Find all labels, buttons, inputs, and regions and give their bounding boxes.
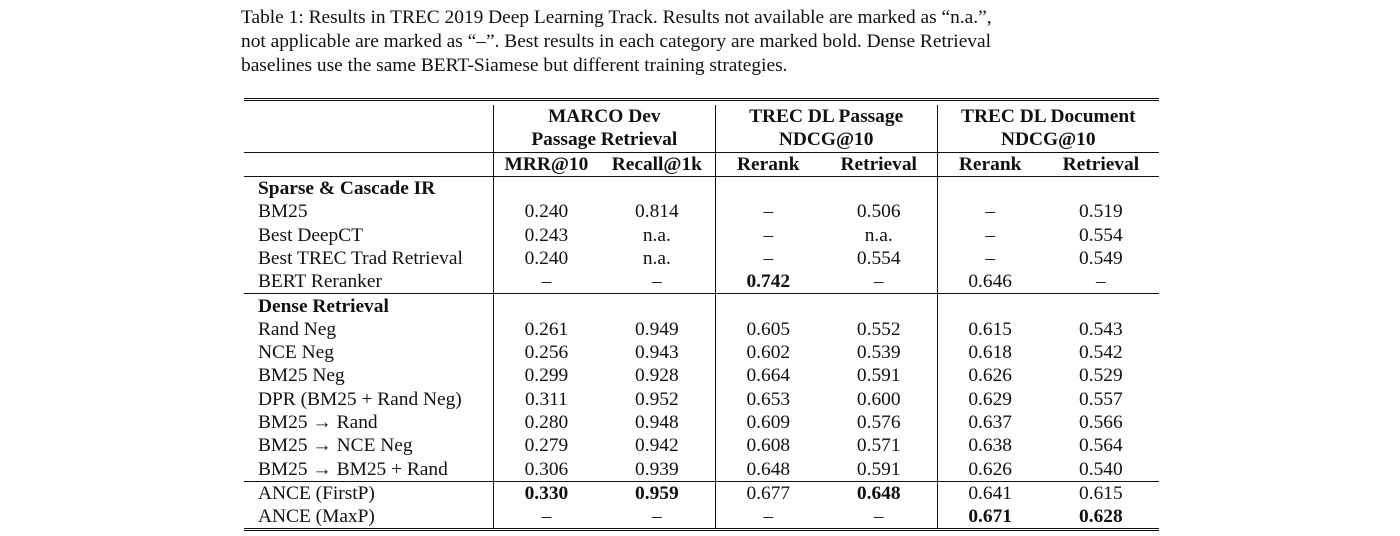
table-cell: 0.240 [493, 247, 599, 270]
table-cell: 0.677 [715, 481, 821, 505]
column-header: Retrieval [1043, 152, 1159, 176]
table-cell: 0.549 [1079, 247, 1123, 269]
group-subheader-trec-document: NDCG@10 [937, 128, 1159, 152]
table-cell: 0.543 [1079, 318, 1123, 340]
caption-line-2: not applicable are marked as “–”. Best results in each category are marked bold. Dense Retrieval [241, 31, 991, 52]
row-label: Best TREC Trad Retrieval [258, 247, 463, 269]
section-header-row [244, 294, 1159, 318]
table-cell: 0.506 [856, 201, 901, 223]
table-cell: 0.539 [856, 342, 901, 364]
table-cell: 0.605 [715, 318, 821, 341]
table-cell: – [821, 505, 937, 530]
table-cell: n.a. [642, 224, 671, 246]
table-cell: 0.330 [493, 481, 599, 505]
row-label: ANCE (FirstP) [258, 482, 375, 504]
table-cell: 0.629 [937, 388, 1043, 411]
table-row [244, 200, 1159, 223]
row-label: BM25 → NCE Neg [258, 435, 413, 457]
table-cell: 0.564 [1079, 435, 1123, 457]
empty-cell [937, 176, 1043, 200]
table-cell: 0.279 [493, 434, 599, 457]
table-cell: 0.618 [937, 341, 1043, 364]
column-header: Rerank [715, 152, 821, 176]
row-label: Rand Neg [258, 318, 337, 340]
table-cell: – [493, 505, 599, 530]
table-cell: 0.519 [1079, 201, 1123, 223]
table-row [244, 318, 1159, 341]
table-cell: – [715, 200, 821, 223]
table-cell: 0.948 [635, 412, 679, 433]
empty-cell [821, 294, 937, 318]
row-label: BM25 → BM25 + Rand [244, 457, 493, 481]
table-cell: 0.653 [715, 388, 821, 411]
table-cell: 0.638 [937, 434, 1043, 457]
column-header: Rerank [937, 152, 1043, 176]
row-label: Best DeepCT [258, 224, 364, 246]
group-header-trec-document: TREC DL Document [937, 105, 1159, 128]
column-header: MRR@10 [493, 152, 599, 176]
table-cell: 0.591 [821, 457, 937, 481]
table-row [244, 270, 1159, 294]
table-cell: 0.615 [937, 318, 1043, 341]
table-cell: 0.240 [493, 200, 599, 223]
table-cell: 0.615 [1079, 482, 1123, 504]
table-cell: – [937, 247, 1043, 270]
table-cell: 0.637 [937, 411, 1043, 434]
table-cell: 0.608 [715, 434, 821, 457]
empty-cell [493, 176, 599, 200]
caption-line-3: baselines use the same BERT-Siamese but different training strategies. [241, 55, 788, 76]
group-subheader-marco: Passage Retrieval [493, 128, 715, 152]
section-title: Sparse & Cascade IR [258, 178, 436, 200]
table-row [244, 434, 1159, 457]
table-cell: 0.648 [715, 457, 821, 481]
table-cell: 0.626 [937, 364, 1043, 387]
table-row [244, 481, 1159, 505]
table-cell: 0.600 [856, 388, 901, 410]
empty-cell [937, 294, 1043, 318]
table-cell: 0.628 [1043, 505, 1159, 530]
empty-cell [599, 294, 715, 318]
table-row [244, 223, 1159, 246]
header-group-row-1 [244, 105, 1159, 128]
empty-cell [715, 294, 821, 318]
table-cell: 0.814 [635, 201, 679, 223]
empty-cell [599, 176, 715, 200]
table-cell: 0.671 [937, 505, 1043, 530]
table-cell: – [715, 247, 821, 270]
table-cell: 0.602 [715, 341, 821, 364]
results-table [244, 98, 1159, 531]
table-cell: 0.552 [856, 318, 901, 340]
table-cell: 0.540 [1043, 457, 1159, 481]
table-cell: – [1043, 270, 1159, 294]
row-label: ANCE (MaxP) [244, 505, 493, 530]
table-cell: 0.256 [493, 341, 599, 364]
table-cell: 0.942 [635, 435, 679, 457]
table-cell: 0.648 [856, 482, 901, 504]
table-cell: 0.939 [599, 457, 715, 481]
empty-cell [1043, 294, 1159, 318]
table-row [244, 388, 1159, 411]
table-cell: 0.554 [1079, 224, 1123, 246]
table-cell: – [937, 200, 1043, 223]
table-row [244, 247, 1159, 270]
column-header-row [244, 152, 1159, 176]
empty-cell [1043, 176, 1159, 200]
table-row [244, 364, 1159, 387]
table-cell: 0.949 [635, 318, 679, 340]
table-cell: 0.959 [635, 482, 679, 504]
table-cell: 0.557 [1079, 388, 1123, 410]
caption-line-1: Table 1: Results in TREC 2019 Deep Learning Track. Results not available are marked as “n.a.”, [241, 7, 992, 28]
row-label: BM25 → Rand [258, 412, 378, 433]
row-label: BM25 [258, 201, 308, 223]
table-cell: 0.952 [635, 388, 679, 410]
table-cell: – [715, 505, 821, 530]
column-header: Retrieval [821, 152, 937, 176]
group-header-trec-passage: TREC DL Passage [715, 105, 937, 128]
table-row [244, 457, 1159, 481]
table-cell: 0.664 [715, 364, 821, 387]
table-cell: 0.566 [1079, 412, 1123, 433]
column-header: Recall@1k [599, 152, 715, 176]
table-cell: 0.742 [715, 270, 821, 294]
table-row [244, 505, 1159, 530]
table-cell: – [599, 505, 715, 530]
table-cell: – [821, 270, 937, 294]
table-cell: – [715, 223, 821, 246]
table-cell: 0.928 [635, 365, 679, 387]
table-cell: 0.529 [1079, 365, 1123, 387]
table-row [244, 341, 1159, 364]
table-cell: 0.641 [937, 481, 1043, 505]
table-cell: 0.306 [493, 457, 599, 481]
group-subheader-trec-passage: NDCG@10 [715, 128, 937, 152]
table-cell: – [937, 223, 1043, 246]
table-cell: 0.591 [856, 365, 901, 387]
table-cell: 0.542 [1079, 342, 1123, 364]
empty-cell [715, 176, 821, 200]
table-cell: 0.311 [493, 388, 599, 411]
table-caption [241, 6, 1181, 78]
table-cell: 0.646 [937, 270, 1043, 294]
table-cell: 0.576 [856, 412, 901, 433]
row-label: NCE Neg [258, 342, 334, 364]
table-cell: 0.243 [493, 223, 599, 246]
row-label: DPR (BM25 + Rand Neg) [258, 388, 462, 410]
table-cell: n.a. [864, 224, 893, 246]
empty-cell [821, 176, 937, 200]
table-cell: 0.571 [856, 435, 901, 457]
section-header-row [244, 176, 1159, 200]
table-cell: 0.626 [937, 457, 1043, 481]
table-cell: n.a. [642, 247, 671, 269]
empty-cell [493, 294, 599, 318]
table-cell: 0.280 [493, 411, 599, 434]
table-cell: 0.554 [856, 247, 901, 269]
table-row [244, 411, 1159, 434]
table-cell: 0.943 [635, 342, 679, 364]
group-header-marco: MARCO Dev [493, 105, 715, 128]
row-label: BM25 Neg [258, 365, 345, 387]
table-cell: 0.261 [493, 318, 599, 341]
table-cell: 0.609 [715, 411, 821, 434]
table-cell: – [599, 270, 715, 294]
row-label: BERT Reranker [244, 270, 493, 294]
table-cell: – [493, 270, 599, 294]
section-title: Dense Retrieval [258, 295, 389, 317]
header-group-row-2 [244, 128, 1159, 152]
table-cell: 0.299 [493, 364, 599, 387]
